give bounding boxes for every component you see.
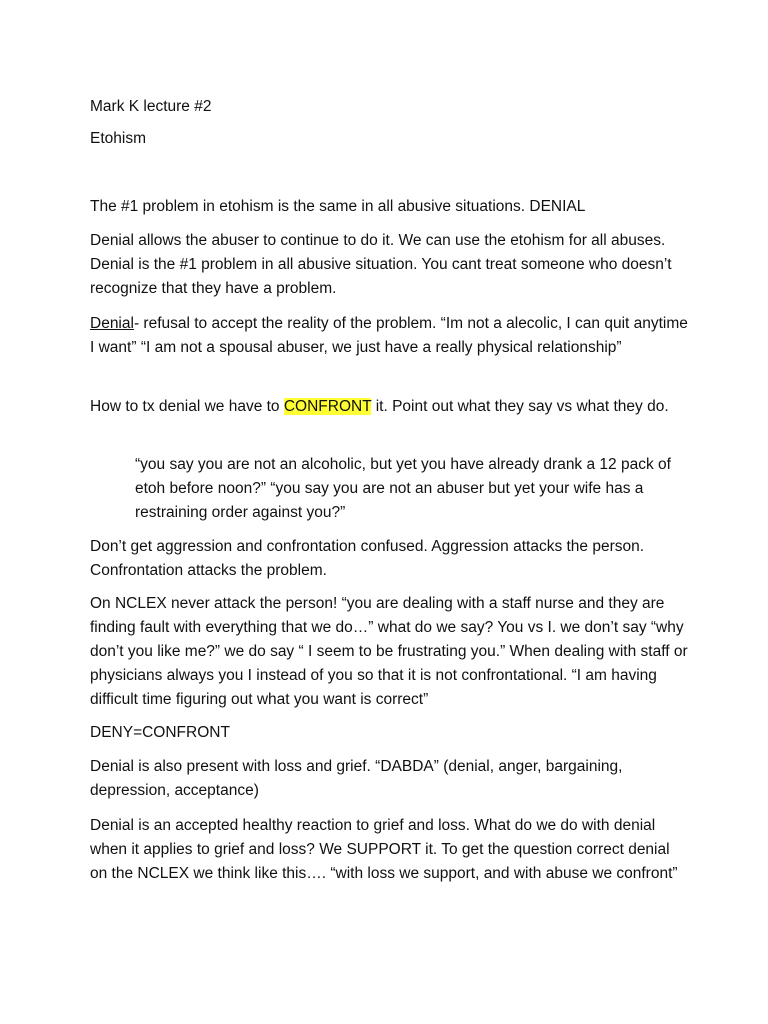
paragraph-denial-definition (90, 312, 690, 360)
paragraph-text: Denial is an accepted healthy reaction to grief and loss. What do we do with denial when it applies to grief and loss? We SUPPORT it. To get the question correct denial on the NCLEX we think like this…. “with loss we support, and with abuse we confront” (90, 817, 678, 882)
quote-text: “you say you are not an alcoholic, but yet you have already drank a 12 pack of etoh before noon?” “you say you are not an abuser but yet your wife has a restraining order against you?” (135, 456, 671, 521)
paragraph-how-to-treat (90, 395, 690, 419)
denial-definition: - refusal to accept the reality of the problem. “Im not a alecolic, I can quit anytime I want” “I am not a spousal abuser, we just have a really physical relationship” (90, 315, 688, 356)
paragraph-deny-confront (90, 721, 690, 745)
paragraph-text: Don’t get aggression and confrontation confused. Aggression attacks the person. Confrontation attacks the problem. (90, 538, 645, 579)
paragraph-text: Denial allows the abuser to continue to do it. We can use the etohism for all abuses. Denial is the #1 problem in all abusive situation. You cant treat someone who doesn’t recognize that they have a problem. (90, 232, 672, 297)
text-before-highlight: How to tx denial we have to (90, 398, 284, 415)
text-after-highlight: it. Point out what they say vs what they do. (371, 398, 669, 415)
paragraph-text: On NCLEX never attack the person! “you are dealing with a staff nurse and they are finding fault with everything that we do…” what do we say? You vs I. we don’t say “why don’t you like me?” we do say “ I seem to be frustrating you.” When dealing with staff or physicians always you I instead of you so that it is not confrontational. “I am having difficult time figuring out what you want is correct” (90, 595, 688, 708)
paragraph-text: Denial is also present with loss and grief. “DABDA” (denial, anger, bargaining, depression, acceptance) (90, 758, 623, 799)
denial-term: Denial (90, 315, 134, 332)
paragraph-text (90, 312, 690, 360)
paragraph-denial-allows (90, 229, 690, 301)
confront-highlight: CONFRONT (283, 398, 372, 415)
paragraph-text (90, 395, 690, 419)
paragraph-aggression (90, 535, 690, 583)
lecture-title: Mark K lecture #2 (90, 98, 212, 115)
paragraph-text: The #1 problem in etohism is the same in all abusive situations. DENIAL (90, 198, 586, 215)
paragraph-text: DENY=CONFRONT (90, 724, 230, 741)
paragraph-support (90, 814, 690, 886)
paragraph-denial-problem (90, 195, 690, 219)
paragraph-loss-grief (90, 755, 690, 803)
indented-quote (135, 453, 690, 525)
paragraph-nclex (90, 592, 690, 712)
topic-title: Etohism (90, 130, 146, 147)
